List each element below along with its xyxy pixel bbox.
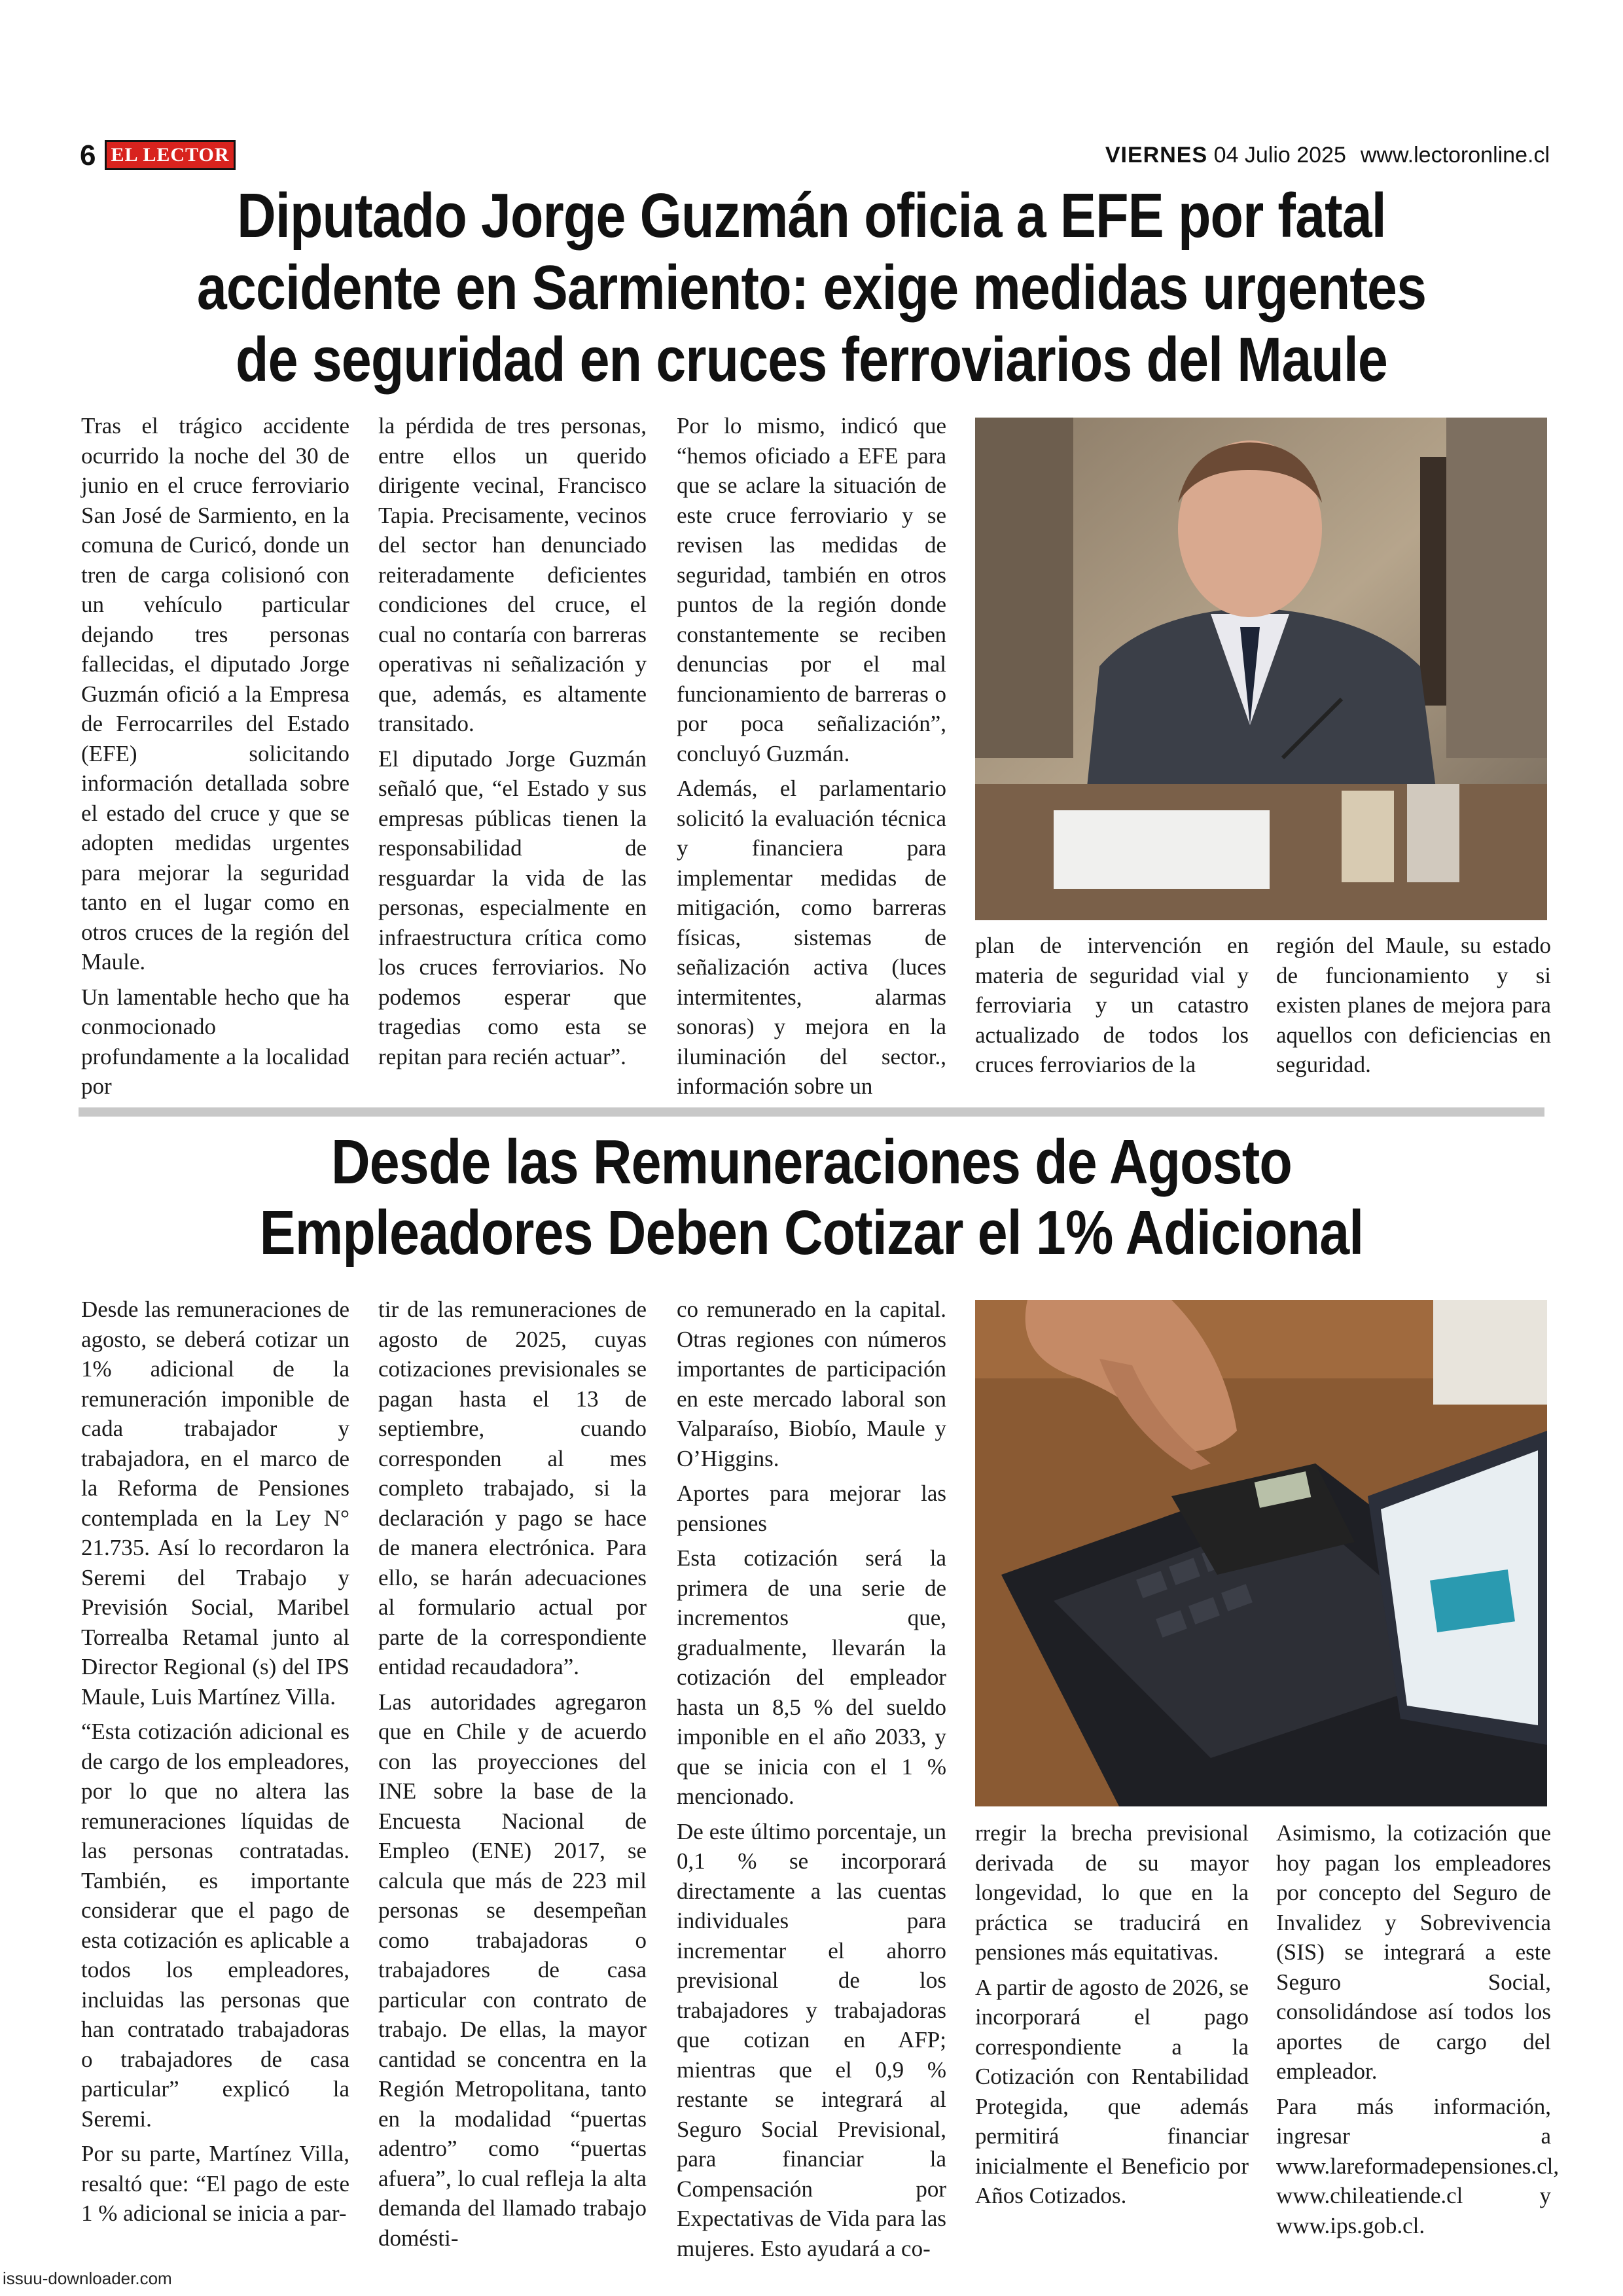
article2-column-1 [81, 1295, 349, 2234]
article2-column-5 [1276, 1818, 1560, 2246]
article1-column-4 [975, 931, 1249, 1085]
photo-illustration [975, 1300, 1547, 1806]
photo-laptop-calculator [975, 1300, 1547, 1806]
article1-headline: Diputado Jorge Guzmán oficia a EFE por fatal accidente en Sarmiento: exige medidas urgentes de seguridad en cruces ferroviarios del Maule [196, 181, 1427, 395]
article2-headline [170, 1127, 1454, 1268]
article2-headline-line2: Empleadores Deben Cotizar el 1% Adicional [259, 1198, 1364, 1268]
footer-watermark: issuu-downloader.com [3, 2269, 172, 2288]
article2-column-4 [975, 1818, 1249, 2216]
article2-column-2 [378, 1295, 647, 2258]
paragraph: Las autoridades agregaron que en Chile y de acuerdo con las proyecciones del INE sobre la base de la Encuesta Nacional de Empleo (ENE) 2017, se calcula que más de 223 mil personas se desempeñan como trabajadoras o trabajadores de casa particular con contrato de trabajo. De ellas, la mayor cantidad se concentra en la Región Metropolitana, tanto en la modalidad “puertas adentro” como “puertas afuera”, lo cual refleja la alta demanda del llamado trabajo domésti- [378, 1689, 647, 2251]
paragraph: rregir la brecha previsional derivada de su mayor longevidad, lo que en la práctica se traducirá en pensiones más equitativas. [975, 1820, 1249, 1965]
paragraph: co remunerado en la capital. Otras regiones con números importantes de participación en este mercado laboral son Valparaíso, Biobío, Maule y O’Higgins. [677, 1297, 946, 1471]
header-day: VIERNES [1105, 143, 1208, 168]
paragraph: “Esta cotización adicional es de cargo de los empleadores, por lo que no altera las remuneraciones líquidas de las personas contratadas. También, es importante considerar que el pago de esta cotización es aplicable a todos los empleadores, incluidas las personas que han contratado trabajadoras o trabajadores de casa particular” explicó la Seremi. [81, 1719, 349, 2132]
header-dateline [1105, 140, 1550, 170]
paragraph: Desde las remuneraciones de agosto, se deberá cotizar un 1% adicional de la remuneración imponible de cada trabajador y trabajadora, en el marco de la Reforma de Pensiones contemplada en la Ley N° 21.735. Así lo recordaron la Seremi del Trabajo y Previsión Social, Maribel Torrealba Retamal junto al Director Regional (s) del IPS Maule, Luis Martínez Villa. [81, 1297, 349, 1710]
subheading: Aportes para mejorar las pensiones [677, 1480, 946, 1536]
paragraph: Esta cotización será la primera de una serie de incrementos que, gradualmente, llevarán la cotización del empleador hasta un 8,5 % del sueldo imponible en el año 2033, y que se inicia con el 1 % mencionado. [677, 1545, 946, 1809]
paragraph: plan de intervención en materia de seguridad vial y ferroviaria y un catastro actualizado de todos los cruces ferroviarios de la [975, 933, 1249, 1077]
paragraph: Además, el parlamentario solicitó la evaluación técnica y financiera para implementar medidas de mitigación, como barreras físicas, sistemas de señalización activa (luces intermitentes, alarmas sonoras) y mejora en la iluminación del sector., información sobre un [677, 776, 946, 1099]
paragraph: Por su parte, Martínez Villa, resaltó que: “El pago de este 1 % adicional se inicia a par- [81, 2141, 349, 2226]
header-website[interactable]: www.lectoronline.cl [1360, 143, 1550, 168]
newspaper-logo: EL LECTOR [105, 140, 236, 170]
paragraph: la pérdida de tres personas, entre ellos un querido dirigente vecinal, Francisco Tapia. Precisamente, vecinos del sector han denunciado reiteradamente deficientes condiciones del cruce, el cual no contaría con barreras operativas ni señalización y que, además, es altamente transitado. [378, 413, 647, 736]
paragraph: Por lo mismo, indicó que “hemos oficiado a EFE para que se aclare la situación de este cruce ferroviario y se revisen las medidas de seguridad, también en otros puntos de la región donde constantemente se reciben denuncias por el mal funcionamiento de barreras o por poca señalización”, concluyó Guzmán. [677, 413, 946, 766]
photo-illustration [975, 418, 1547, 920]
article2-column-3 [677, 1295, 946, 2269]
paragraph: Asimismo, la cotización que hoy pagan los empleadores por concepto del Seguro de Invalidez y Sobrevivencia (SIS) se integrará a este Seguro Social, consolidándose así todos los aportes de cargo del empleador. [1276, 1820, 1551, 2084]
article1-column-2 [378, 411, 647, 1077]
paragraph: A partir de agosto de 2026, se incorporará el pago correspondiente a la Cotización con Rentabilidad Protegida, que además permitirá financiar inicialmente el Beneficio por Años Cotizados. [975, 1974, 1249, 2208]
article1-column-1 [81, 411, 349, 1107]
paragraph: Tras el trágico accidente ocurrido la noche del 30 de junio en el cruce ferroviario San José de Sarmiento, en la comuna de Curicó, donde un tren de carga colisionó con un vehículo particular dejando tres personas fallecidas, el diputado Jorge Guzmán ofició a la Empresa de Ferrocarriles del Estado (EFE) solicitando información detallada sobre el estado del cruce y que se adopten medidas urgentes para mejorar la seguridad tanto en el lugar como en otros cruces de la región del Maule. [81, 413, 349, 975]
paragraph: De este último porcentaje, un 0,1 % se incorporará directamente a las cuentas individuales para incrementar el ahorro previsional de los trabajadores y trabajadoras que cotizan en AFP; mientras que el 0,9 % restante se integrará al Seguro Social Previsional, para financiar la Compensación por Expectativas de Vida para las mujeres. Esto ayudará a co- [677, 1818, 946, 2261]
paragraph: tir de las remuneraciones de agosto de 2025, cuyas cotizaciones previsionales se pagan hasta el 13 de septiembre, cuando corresponden al mes completo trabajado, si la declaración y pago se hace de manera electrónica. Para ello, se harán adecuaciones al formulario actual por parte de la correspondiente entidad recaudadora”. [378, 1297, 647, 1679]
section-divider [79, 1107, 1544, 1117]
header-date: 04 Julio 2025 [1213, 143, 1346, 168]
article1-column-3 [677, 411, 946, 1107]
paragraph: El diputado Jorge Guzmán señaló que, “el Estado y sus empresas públicas tienen la responsabilidad de resguardar la vida de las personas, especialmente en infraestructura crítica como los cruces ferroviarios. No podemos esperar que tragedias como esta se repitan para recién actuar”. [378, 745, 647, 1069]
paragraph: región del Maule, su estado de funcionamiento y si existen planes de mejora para aquellos con deficiencias en seguridad. [1276, 933, 1551, 1077]
paragraph: Un lamentable hecho que ha conmocionado profundamente a la localidad por [81, 984, 349, 1099]
paragraph: Para más información, ingresar a www.lareformadepensiones.cl, www.chileatiende.cl y www.ips.gob.cl. [1276, 2093, 1560, 2238]
article2-headline-line1: Desde las Remuneraciones de Agosto [330, 1127, 1292, 1197]
page-number: 6 [80, 139, 96, 171]
article1-column-5 [1276, 931, 1551, 1085]
photo-deputy-speaking [975, 418, 1547, 920]
